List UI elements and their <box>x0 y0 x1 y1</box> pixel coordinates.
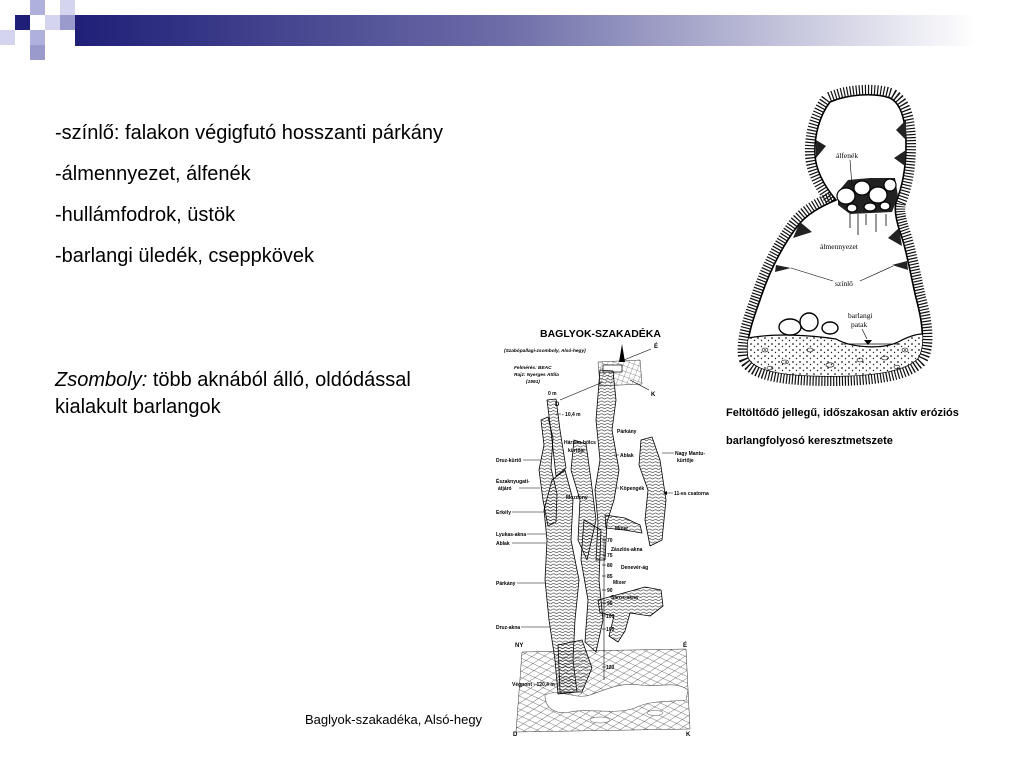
cave-label: kürtője <box>677 458 694 464</box>
depth-scale-value: 75 <box>607 553 613 559</box>
depth-mark: - 10,4 m <box>562 412 581 418</box>
depth-scale-value: 120 <box>606 665 615 671</box>
label-cave-stream: patak <box>851 320 868 329</box>
cave-label: Hárson-bölcs <box>564 440 596 446</box>
zsomboly-term: Zsomboly: <box>55 369 148 391</box>
cave-label: Lyukas-akna <box>496 532 527 538</box>
compass-north: É <box>654 344 659 350</box>
label-ledge: színlő <box>835 279 853 288</box>
depth-scale-value: 80 <box>607 563 613 569</box>
baglyok-caption: Baglyok-szakadéka, Alsó-hegy <box>305 712 483 727</box>
diagram-title: BAGLYOK-SZAKADÉKA <box>540 328 661 340</box>
depth-scale-value: 85 <box>607 574 613 580</box>
cave-label: 11-es csatorna <box>674 491 709 497</box>
depth-scale-value: 70 <box>607 538 613 544</box>
label-false-ceiling: álmennyezet <box>820 242 858 251</box>
bullet-item: -barlangi üledék, cseppkövek <box>55 245 315 267</box>
cave-label: Párkány <box>617 429 637 435</box>
cave-label: Druz-akna <box>496 625 521 631</box>
depth-entrance: 0 m <box>548 391 557 397</box>
compass-north: É <box>683 643 688 649</box>
bullet-item: -színlő: falakon végigfutó hosszanti párkány <box>55 122 443 144</box>
cave-label: Északnyugati- <box>496 479 530 485</box>
zsomboly-definition-line: kialakult barlangok <box>55 396 221 418</box>
bullet-item: -hullámfodrok, üstök <box>55 204 236 226</box>
north-arrow <box>619 344 625 362</box>
cave-label: Mixer <box>613 580 627 586</box>
diagram-subtitle: (Szabópallagi-zsomboly, Alsó-hegy) <box>504 349 586 354</box>
cross-section-caption: barlangfolyosó keresztmetszete <box>726 435 893 447</box>
cave-shafts <box>539 370 666 694</box>
zsomboly-definition: több aknából álló, oldódással <box>152 369 411 391</box>
survey-year: (1991) <box>526 380 540 385</box>
cave-label: Druz-kürtő <box>496 458 522 464</box>
depth-scale-value: 90 <box>607 588 613 594</box>
depth-scale-value: 100 <box>606 614 615 620</box>
cave-label: Mixer <box>615 526 629 532</box>
cave-label: Ablak <box>496 541 510 547</box>
compass-east: K <box>686 732 691 738</box>
cave-label: Köpengék <box>620 486 645 492</box>
bullet-item: -álmennyezet, álfenék <box>55 163 251 185</box>
compass-south: D <box>513 732 518 738</box>
depth-scale-value: 105 <box>606 627 615 633</box>
label-false-floor: álfenék <box>836 151 859 160</box>
cave-label: Erkély <box>496 510 512 516</box>
cave-label: Mozdony <box>566 495 588 501</box>
cave-label: Zászlós-akna <box>611 547 643 553</box>
cave-label: kürtője <box>568 448 585 454</box>
cave-label: Nagy Mantu- <box>675 451 705 457</box>
cave-label: Ablak <box>620 453 634 459</box>
cave-label: átjáró <box>498 486 512 492</box>
cave-label: Párkány <box>496 581 516 587</box>
cave-endpoint-label: Végpont - 120,4 m <box>512 682 555 688</box>
label-cave-stream: barlangi <box>848 311 873 320</box>
drawing-credit: Rajz: Nyerges Attila <box>514 373 559 378</box>
survey-credit: Felmérés: BEAC <box>514 366 552 371</box>
compass-south: D <box>555 402 560 408</box>
depth-scale-value: 95 <box>607 601 613 607</box>
compass-west: NY <box>515 643 524 649</box>
cave-shaft <box>581 520 603 652</box>
cave-label: Denevér-ág <box>621 565 649 571</box>
compass-east: K <box>651 392 656 398</box>
cave-label: Sáros-akna <box>611 595 638 601</box>
cross-section-caption: Feltöltődő jellegű, időszakosan aktív eróziós <box>726 407 959 419</box>
